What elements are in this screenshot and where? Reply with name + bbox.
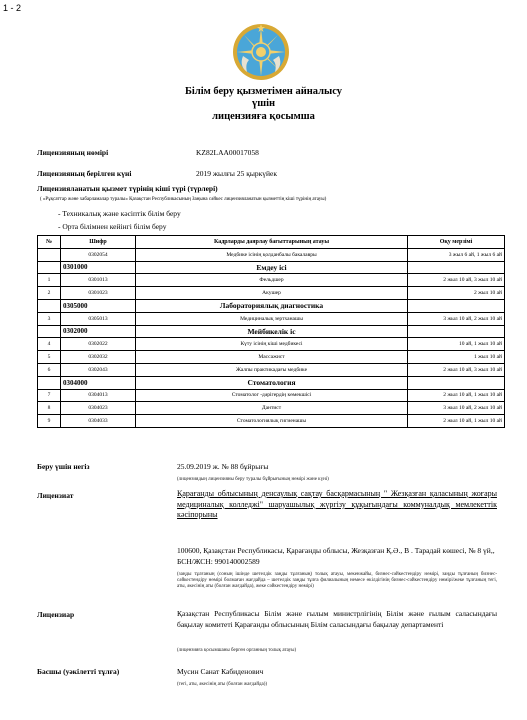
- row-term: 1 жыл 10 ай: [408, 351, 505, 364]
- row-code: 0301023: [61, 287, 136, 300]
- row-term: 3 жыл 10 ай, 2 жыл 10 ай: [408, 312, 505, 325]
- row-code: 0304033: [61, 415, 136, 428]
- row-name: Медбике ісінің қолданбалы бакалавры: [136, 248, 408, 261]
- header-name: Кадрларды даярлау бағыттарының атауы: [136, 236, 408, 249]
- row-number: 7: [38, 389, 61, 402]
- table-row: [38, 338, 505, 351]
- row-code: 0304013: [61, 389, 136, 402]
- head-label: Басшы (уәкілетті тұлға): [37, 667, 120, 676]
- row-number: 6: [38, 363, 61, 376]
- group-empty-cell: [38, 299, 61, 312]
- training-programs-table: [37, 235, 505, 428]
- group-code: 0305000: [61, 299, 136, 312]
- licensor-value: Қазақстан Республикасы Білім және ғылым министрлігінің Білім және ғылым саласындағы бақылау комитеті Қарағанды облысының Білім саласындағы бақылау департаменті: [177, 609, 497, 629]
- issue-date-label: Лицензияның берілген күні: [37, 169, 132, 178]
- group-code: 0302000: [61, 325, 136, 338]
- row-term: 2 жыл 10 ай, 3 жыл 10 ай: [408, 274, 505, 287]
- row-name: Фельдшер: [136, 274, 408, 287]
- group-empty-cell: [38, 325, 61, 338]
- group-code: 0301000: [61, 261, 136, 274]
- row-term: 3 жыл 10 ай, 2 жыл 10 ай: [408, 402, 505, 415]
- licensee-address: 100600, Қазақстан Республикасы, Қарағанды облысы, Жезқазған Қ.Ә., В . Тарадай көшесі, № 8 үй,, БСН/ЖСН: 990140002589: [177, 546, 495, 566]
- row-name: Дантист: [136, 402, 408, 415]
- table-row: [38, 312, 505, 325]
- table-group-row: [38, 376, 505, 389]
- table-header-row: [38, 236, 505, 249]
- table-row: [38, 402, 505, 415]
- table-row: [38, 274, 505, 287]
- licensee-name: Қарағанды облысының денсаулық сақтау басқармасының " Жезқазған қаласының жоғары медициналық колледжі" шаруашылық жүргізу құқығындағы коммуналдық мемлекеттік кәсіпорыны: [177, 489, 497, 519]
- row-number: 8: [38, 402, 61, 415]
- license-number-value: KZ82LAA00017058: [196, 148, 259, 157]
- licensor-label: Лицензиар: [37, 610, 75, 619]
- header-code: Шифр: [61, 236, 136, 249]
- row-term: 2 жыл 10 ай, 1 жыл 10 ай: [408, 415, 505, 428]
- row-code: 0302054: [61, 248, 136, 261]
- group-empty-cell: [408, 261, 505, 274]
- group-empty-cell: [38, 376, 61, 389]
- licensee-label: Лицензиат: [37, 491, 74, 500]
- row-code: 0305013: [61, 312, 136, 325]
- row-code: 0302043: [61, 363, 136, 376]
- activity-note: ( «Рұқсаттар және хабарламалар туралы» Қазақстан Республикасының Заңына сәйкес лицензияланатын қызметтің кіші түрінің атауы): [40, 197, 327, 202]
- row-code: 0301013: [61, 274, 136, 287]
- header-term: Оқу мерзімі: [408, 236, 505, 249]
- row-code: 0302032: [61, 351, 136, 364]
- row-term: 2 жыл 10 ай: [408, 287, 505, 300]
- title-line3: лицензияға қосымша: [212, 111, 315, 122]
- row-number: [38, 248, 61, 261]
- table-row: [38, 287, 505, 300]
- license-number-label: Лицензияның нөмірі: [37, 148, 109, 157]
- group-code: 0304000: [61, 376, 136, 389]
- row-name: Стоматологиялық гигиенашы: [136, 415, 408, 428]
- row-name: Стоматолог -дәрігердің көмекшісі: [136, 389, 408, 402]
- basis-value: 25.09.2019 ж. № 88 бұйрығы: [177, 462, 269, 471]
- row-name: Күту ісінің кіші медбикесі: [136, 338, 408, 351]
- group-empty-cell: [408, 299, 505, 312]
- group-empty-cell: [408, 376, 505, 389]
- row-code: 0302022: [61, 338, 136, 351]
- row-number: 9: [38, 415, 61, 428]
- table-row: [38, 363, 505, 376]
- group-name: Лабораториялық диагностика: [136, 299, 408, 312]
- table-group-row: [38, 261, 505, 274]
- table-group-row: [38, 325, 505, 338]
- table-row: [38, 415, 505, 428]
- group-name: Стоматология: [136, 376, 408, 389]
- issue-date-value: 2019 жылғы 25 қыркүйек: [196, 169, 278, 178]
- group-name: Мейбикелік іс: [136, 325, 408, 338]
- licensee-caption: (заңды тұлғаның (соның ішінде шетелдік заңды тұлғаның) толық атауы, мекенжайы, бизнес-сәйкестендіру нөмірі, заңды тұлғаның бизнес-сәйкестендіру нөмірі болмаған жағдайда – шетелдік заңды тұлға филиалының немесе өкілдігінің бизнес-сәйкестендіру нөмірі/жеке тұлғаның тегі, аты, әкесінің аты (болған жағдайда), жеке сәйкестендіру нөмірі): [177, 572, 497, 589]
- group-name: Емдеу ісі: [136, 261, 408, 274]
- row-code: 0304023: [61, 402, 136, 415]
- basis-caption: (лицензиядың лицензияны беру туралы бұйрығының нөмірі және күні): [177, 477, 329, 482]
- row-term: 10 ай, 1 жыл 10 ай: [408, 338, 505, 351]
- activity-item: - Техникалық және кәсіптік білім беру: [58, 209, 181, 218]
- row-name: Жалпы практикадағы медбике: [136, 363, 408, 376]
- licensor-caption: (лицензияға қосымшаны берген органның толық атауы): [177, 648, 297, 653]
- state-emblem-icon: [231, 22, 291, 82]
- header-number: №: [38, 236, 61, 249]
- row-number: 3: [38, 312, 61, 325]
- row-number: 4: [38, 338, 61, 351]
- row-number: 2: [38, 287, 61, 300]
- table-row: [38, 389, 505, 402]
- row-name: Массажист: [136, 351, 408, 364]
- basis-label: Беру үшін негіз: [37, 462, 90, 471]
- head-value: Мусин Санат Кабиденович: [177, 667, 264, 676]
- row-name: Медициналық зертханашы: [136, 312, 408, 325]
- page-number: 1 - 2: [3, 3, 22, 13]
- table-group-row: [38, 299, 505, 312]
- table-row: [38, 248, 505, 261]
- group-empty-cell: [38, 261, 61, 274]
- group-empty-cell: [408, 325, 505, 338]
- row-name: Акушер: [136, 287, 408, 300]
- table-row: [38, 351, 505, 364]
- row-term: 2 жыл 10 ай, 3 жыл 10 ай: [408, 363, 505, 376]
- row-number: 1: [38, 274, 61, 287]
- title-line1: Білім беру қызметімен айналысу: [184, 86, 343, 97]
- title-line2: үшін: [251, 98, 276, 109]
- activity-item: - Орта білімнен кейінгі білім беру: [58, 222, 167, 231]
- row-number: 5: [38, 351, 61, 364]
- head-caption: (тегі, аты, әкесінің аты (болған жағдайда)): [177, 682, 268, 687]
- activity-label: Лицензияланатын қызмет түрінің кіші түрі (түрлері): [37, 184, 218, 193]
- row-term: 2 жыл 10 ай, 1 жыл 10 ай: [408, 389, 505, 402]
- row-term: 3 жыл 6 ай, 1 жыл 6 ай: [408, 248, 505, 261]
